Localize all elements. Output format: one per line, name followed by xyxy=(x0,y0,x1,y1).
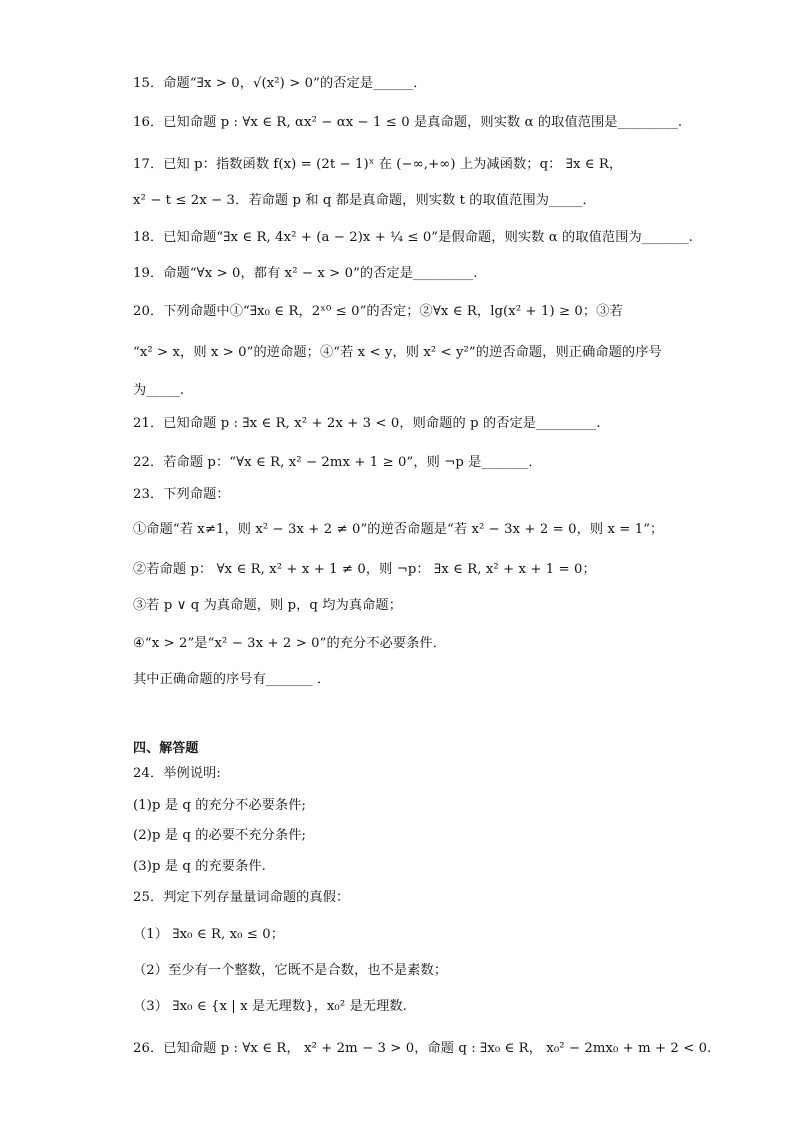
question-24: 24．举例说明: xyxy=(133,766,221,781)
question-21: 21．已知命题 p : ∃x ∈ R, x² + 2x + 3 < 0，则命题的 p 的否定是_________. xyxy=(133,416,601,431)
question-15: 15．命题“∃x > 0，√(x²) > 0”的否定是______． xyxy=(133,76,427,91)
question-17-line-1: 17．已知 p：指数函数 f(x) = (2t − 1)ˣ 在 (−∞,+∞) 上为减函数；q： ∃x ∈ R， xyxy=(133,157,623,172)
question-25-item-2: （2）至少有一个整数，它既不是合数，也不是素数； xyxy=(133,963,448,978)
question-26: 26．已知命题 p : ∀x ∈ R， x² + 2m − 3 > 0，命题 q : ∃x₀ ∈ R， x₀² − 2mx₀ + m + 2 < 0. xyxy=(133,1041,712,1056)
question-23-prompt: 其中正确命题的序号有_______ ． xyxy=(133,672,331,687)
question-25-item-1: （1） ∃x₀ ∈ R, x₀ ≤ 0； xyxy=(133,927,285,942)
question-20-line-2: “x² > x，则 x > 0”的逆命题；④“若 x < y，则 x² < y²”的逆否命题，则正确命题的序号 xyxy=(133,345,662,360)
question-22: 22．若命题 p：“∀x ∈ R, x² − 2mx + 1 ≥ 0”，则 ¬p 是_______． xyxy=(133,455,542,470)
question-25: 25．判定下列存量量词命题的真假： xyxy=(133,890,350,905)
question-23-item-1: ①命题“若 x≠1，则 x² − 3x + 2 ≠ 0”的逆否命题是“若 x² − 3x + 2 = 0，则 x = 1”； xyxy=(133,522,664,537)
question-24-item-1: (1)p 是 q 的充分不必要条件; xyxy=(133,798,307,813)
question-24-item-3: (3)p 是 q 的充要条件. xyxy=(133,859,266,874)
question-20-line-3: 为_____. xyxy=(133,383,185,398)
question-20-line-1: 20．下列命题中①“∃x₀ ∈ R，2ˣ⁰ ≤ 0”的否定；②∀x ∈ R，lg(x² + 1) ≥ 0；③若 xyxy=(133,304,623,319)
question-25-item-3: （3） ∃x₀ ∈ {x | x 是无理数}，x₀² 是无理数. xyxy=(133,999,407,1014)
question-23-item-2: ②若命题 p： ∀x ∈ R, x² + x + 1 ≠ 0，则 ¬p： ∃x ∈ R, x² + x + 1 = 0； xyxy=(133,562,596,577)
question-24-item-2: (2)p 是 q 的必要不充分条件; xyxy=(133,828,307,843)
question-23-item-3: ③若 p ∨ q 为真命题，则 p，q 均为真命题； xyxy=(133,598,402,613)
question-17-line-2: x² − t ≤ 2x − 3．若命题 p 和 q 都是真命题，则实数 t 的取值范围为_____． xyxy=(133,193,596,208)
question-23: 23．下列命题： xyxy=(133,487,230,502)
question-16: 16．已知命题 p : ∀x ∈ R, αx² − αx − 1 ≤ 0 是真命题，则实数 α 的取值范围是_________. xyxy=(133,115,683,130)
question-19: 19．命题“∀x > 0，都有 x² − x > 0”的否定是_________. xyxy=(133,266,478,281)
question-18: 18．已知命题“∃x ∈ R, 4x² + (a − 2)x + ¼ ≤ 0”是假命题，则实数 α 的取值范围为_______. xyxy=(133,230,693,245)
section-heading: 四、解答题 xyxy=(133,741,199,756)
question-23-item-4: ④“x > 2”是“x² − 3x + 2 > 0”的充分不必要条件． xyxy=(133,636,447,651)
